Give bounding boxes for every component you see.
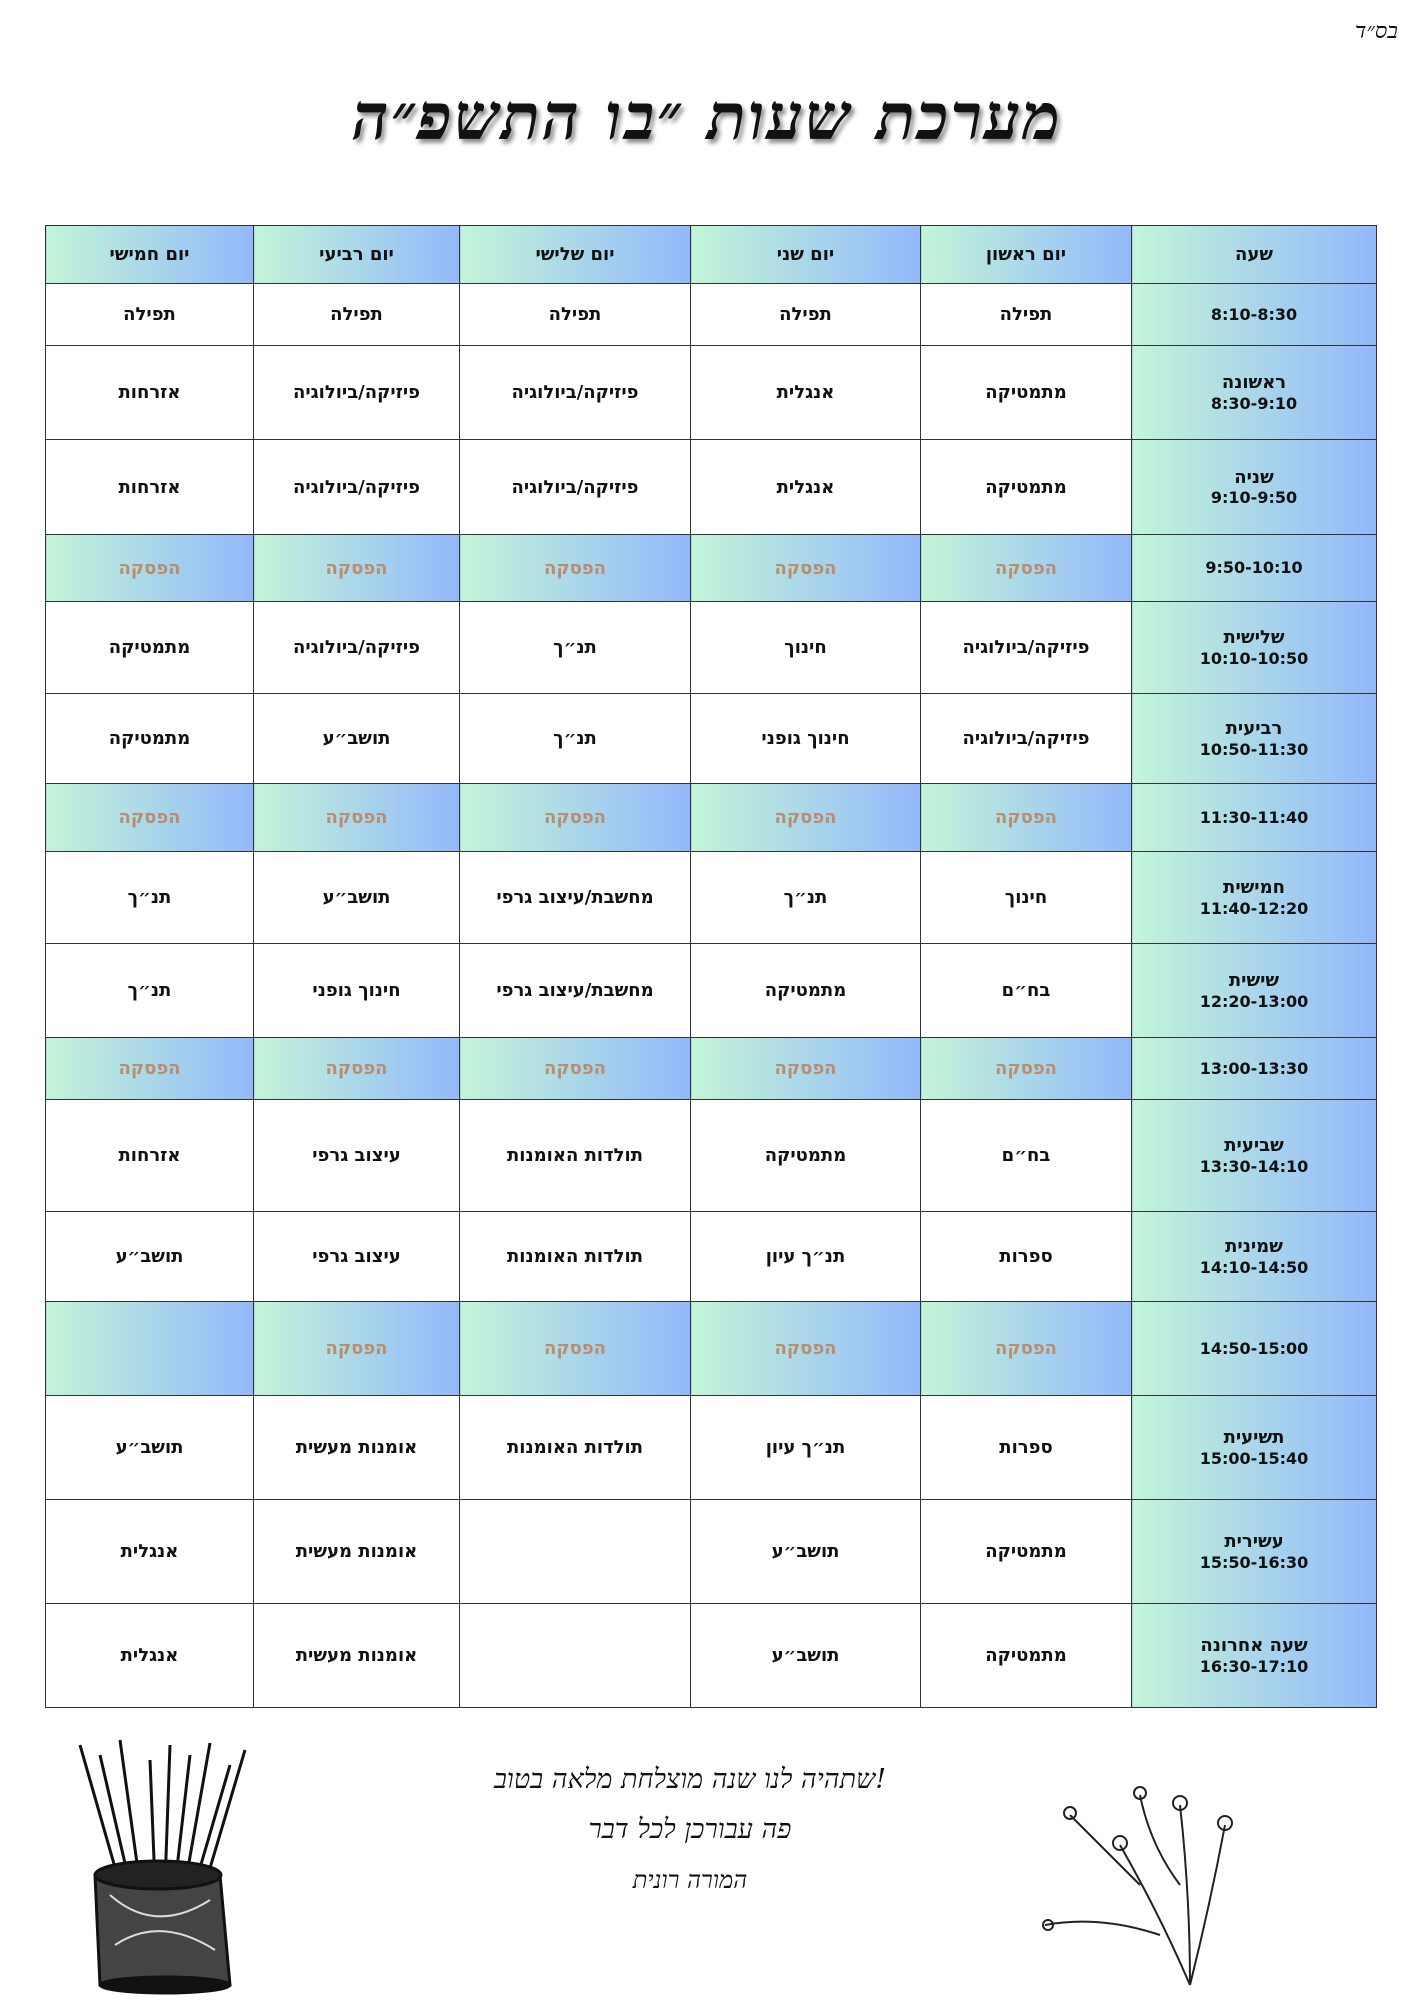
lesson-cell: אנגלית	[691, 440, 921, 535]
lesson-cell: חינוך	[921, 852, 1132, 944]
lesson-cell: הפסקה	[921, 1038, 1132, 1100]
flower-sketch-illustration	[1040, 1765, 1240, 1995]
table-row	[46, 602, 1377, 694]
lesson-cell: תנ״ך עיון	[691, 1212, 921, 1302]
break-row	[46, 1038, 1377, 1100]
lesson-cell: הפסקה	[254, 535, 460, 602]
period-name: שמינית	[1225, 1236, 1283, 1258]
period-name: חמישית	[1223, 877, 1285, 899]
lesson-cell: אנגלית	[691, 346, 921, 440]
table-row	[46, 1396, 1377, 1500]
lesson-cell: תפילה	[460, 284, 691, 346]
lesson-cell: תנ״ך	[46, 852, 254, 944]
lesson-cell: עיצוב גרפי	[254, 1212, 460, 1302]
time-cell	[1132, 535, 1377, 602]
lesson-cell: הפסקה	[921, 1302, 1132, 1396]
lesson-cell: מתמטיקה	[921, 346, 1132, 440]
time-cell	[1132, 1302, 1377, 1396]
lesson-cell: תושב״ע	[691, 1500, 921, 1604]
lesson-cell: חינוך	[691, 602, 921, 694]
lesson-cell: הפסקה	[254, 1302, 460, 1396]
lesson-cell: עיצוב גרפי	[254, 1100, 460, 1212]
lesson-cell: הפסקה	[691, 1302, 921, 1396]
time-cell	[1132, 1100, 1377, 1212]
lesson-cell: פיזיקה/ביולוגיה	[921, 694, 1132, 784]
lesson-cell: אזרחות	[46, 440, 254, 535]
period-name: שעה אחרונה	[1200, 1635, 1308, 1657]
lesson-cell: מתמטיקה	[921, 440, 1132, 535]
table-row	[46, 440, 1377, 535]
lesson-cell: תנ״ך	[460, 694, 691, 784]
lesson-cell: תולדות האומנות	[460, 1396, 691, 1500]
period-time: 12:20-13:00	[1199, 991, 1309, 1011]
break-row	[46, 784, 1377, 852]
lesson-cell: חינוך גופני	[254, 944, 460, 1038]
time-cell	[1132, 1038, 1377, 1100]
break-row	[46, 1302, 1377, 1396]
lesson-cell: תושב״ע	[254, 852, 460, 944]
lesson-cell: אזרחות	[46, 1100, 254, 1212]
header-row	[46, 226, 1377, 284]
lesson-cell: תושב״ע	[46, 1396, 254, 1500]
lesson-cell: תנ״ך	[460, 602, 691, 694]
lesson-cell: ספרות	[921, 1212, 1132, 1302]
lesson-cell: תנ״ך עיון	[691, 1396, 921, 1500]
lesson-cell: הפסקה	[254, 1038, 460, 1100]
period-name: ראשונה	[1221, 372, 1287, 394]
table-row	[46, 346, 1377, 440]
lesson-cell: הפסקה	[691, 784, 921, 852]
lesson-cell: תושב״ע	[254, 694, 460, 784]
lesson-cell: פיזיקה/ביולוגיה	[460, 346, 691, 440]
period-name: שישית	[1228, 970, 1280, 992]
lesson-cell: הפסקה	[460, 1302, 691, 1396]
header-day-4: יום רביעי	[254, 226, 460, 284]
time-cell	[1132, 346, 1377, 440]
lesson-cell: הפסקה	[46, 784, 254, 852]
header-day-3: יום שלישי	[460, 226, 691, 284]
lesson-cell: מחשבת/עיצוב גרפי	[460, 944, 691, 1038]
lesson-cell: פיזיקה/ביולוגיה	[254, 346, 460, 440]
lesson-cell: הפסקה	[254, 784, 460, 852]
lesson-cell: בח״ם	[921, 944, 1132, 1038]
period-time: 11:40-12:20	[1199, 898, 1309, 918]
footer-message	[380, 1755, 1000, 1905]
schedule-table	[45, 225, 1377, 1708]
lesson-cell: הפסקה	[46, 1038, 254, 1100]
lesson-cell: פיזיקה/ביולוגיה	[921, 602, 1132, 694]
lesson-cell: מתמטיקה	[691, 944, 921, 1038]
lesson-cell: הפסקה	[691, 1038, 921, 1100]
header-time: שעה	[1132, 226, 1377, 284]
time-cell	[1132, 1212, 1377, 1302]
period-name: שלישית	[1223, 627, 1285, 649]
table-row	[46, 694, 1377, 784]
time-cell	[1132, 784, 1377, 852]
lesson-cell: ספרות	[921, 1396, 1132, 1500]
lesson-cell: הפסקה	[46, 535, 254, 602]
lesson-cell: הפסקה	[460, 1038, 691, 1100]
table-row	[46, 1604, 1377, 1708]
time-cell	[1132, 284, 1377, 346]
lesson-cell: תנ״ך	[46, 944, 254, 1038]
lesson-cell: תפילה	[46, 284, 254, 346]
lesson-cell: תולדות האומנות	[460, 1212, 691, 1302]
lesson-cell: מתמטיקה	[46, 694, 254, 784]
period-time: 13:00-13:30	[1199, 1058, 1309, 1078]
table-row	[46, 284, 1377, 346]
period-name: עשירית	[1224, 1531, 1284, 1553]
table-row	[46, 944, 1377, 1038]
footer-line-1: שתהיה לנו שנה מוצלחת מלאה בטוב!	[493, 1764, 887, 1795]
lesson-cell: תושב״ע	[691, 1604, 921, 1708]
time-cell	[1132, 944, 1377, 1038]
lesson-cell: מתמטיקה	[921, 1604, 1132, 1708]
pencil-cup-illustration	[60, 1735, 290, 1995]
time-cell	[1132, 1604, 1377, 1708]
lesson-cell: מחשבת/עיצוב גרפי	[460, 852, 691, 944]
period-time: 15:00-15:40	[1199, 1448, 1309, 1468]
period-time: 16:30-17:10	[1199, 1656, 1309, 1676]
period-time: 15:50-16:30	[1199, 1552, 1309, 1572]
lesson-cell: מתמטיקה	[691, 1100, 921, 1212]
lesson-cell: פיזיקה/ביולוגיה	[254, 440, 460, 535]
time-cell	[1132, 602, 1377, 694]
period-name: שביעית	[1224, 1135, 1284, 1157]
period-time: 8:30-9:10	[1210, 393, 1298, 413]
period-time: 8:10-8:30	[1210, 304, 1298, 324]
lesson-cell: מתמטיקה	[46, 602, 254, 694]
time-cell	[1132, 852, 1377, 944]
lesson-cell: תפילה	[921, 284, 1132, 346]
footer-signature: המורה רונית	[632, 1866, 748, 1894]
period-name: רביעית	[1225, 718, 1283, 740]
header-day-1: יום ראשון	[921, 226, 1132, 284]
footer-line-2: פה עבורכן לכל דבר	[588, 1814, 792, 1845]
time-cell	[1132, 1396, 1377, 1500]
table-row	[46, 1212, 1377, 1302]
page-title: מערכת שעות ״בו התשפ״ה	[351, 80, 1063, 155]
time-cell	[1132, 1500, 1377, 1604]
lesson-cell	[460, 1500, 691, 1604]
period-time: 11:30-11:40	[1199, 807, 1309, 827]
lesson-cell: תושב״ע	[46, 1212, 254, 1302]
header-day-5: יום חמישי	[46, 226, 254, 284]
header-day-2: יום שני	[691, 226, 921, 284]
table-row	[46, 852, 1377, 944]
time-cell	[1132, 440, 1377, 535]
lesson-cell: הפסקה	[921, 784, 1132, 852]
lesson-cell	[460, 1604, 691, 1708]
period-time: 13:30-14:10	[1199, 1156, 1309, 1176]
lesson-cell: הפסקה	[460, 784, 691, 852]
lesson-cell: אומנות מעשית	[254, 1500, 460, 1604]
lesson-cell: תפילה	[691, 284, 921, 346]
period-time: 10:50-11:30	[1199, 739, 1309, 759]
lesson-cell: אזרחות	[46, 346, 254, 440]
lesson-cell: תפילה	[254, 284, 460, 346]
lesson-cell	[46, 1302, 254, 1396]
lesson-cell: חינוך גופני	[691, 694, 921, 784]
time-cell	[1132, 694, 1377, 784]
break-row	[46, 535, 1377, 602]
lesson-cell: הפסקה	[691, 535, 921, 602]
table-row	[46, 1100, 1377, 1212]
lesson-cell: אומנות מעשית	[254, 1604, 460, 1708]
lesson-cell: הפסקה	[921, 535, 1132, 602]
period-time: 14:50-15:00	[1199, 1338, 1309, 1358]
period-time: 14:10-14:50	[1199, 1257, 1309, 1277]
period-time: 10:10-10:50	[1199, 648, 1309, 668]
period-name: שניה	[1234, 466, 1274, 488]
lesson-cell: תולדות האומנות	[460, 1100, 691, 1212]
corner-mark: בס״ד	[1355, 19, 1398, 44]
period-time: 9:50-10:10	[1205, 558, 1303, 578]
lesson-cell: פיזיקה/ביולוגיה	[254, 602, 460, 694]
lesson-cell: בח״ם	[921, 1100, 1132, 1212]
lesson-cell: אנגלית	[46, 1604, 254, 1708]
lesson-cell: הפסקה	[460, 535, 691, 602]
lesson-cell: פיזיקה/ביולוגיה	[460, 440, 691, 535]
period-time: 9:10-9:50	[1210, 488, 1298, 508]
lesson-cell: מתמטיקה	[921, 1500, 1132, 1604]
lesson-cell: אנגלית	[46, 1500, 254, 1604]
table-row	[46, 1500, 1377, 1604]
lesson-cell: תנ״ך	[691, 852, 921, 944]
lesson-cell: אומנות מעשית	[254, 1396, 460, 1500]
period-name: תשיעית	[1223, 1427, 1285, 1449]
